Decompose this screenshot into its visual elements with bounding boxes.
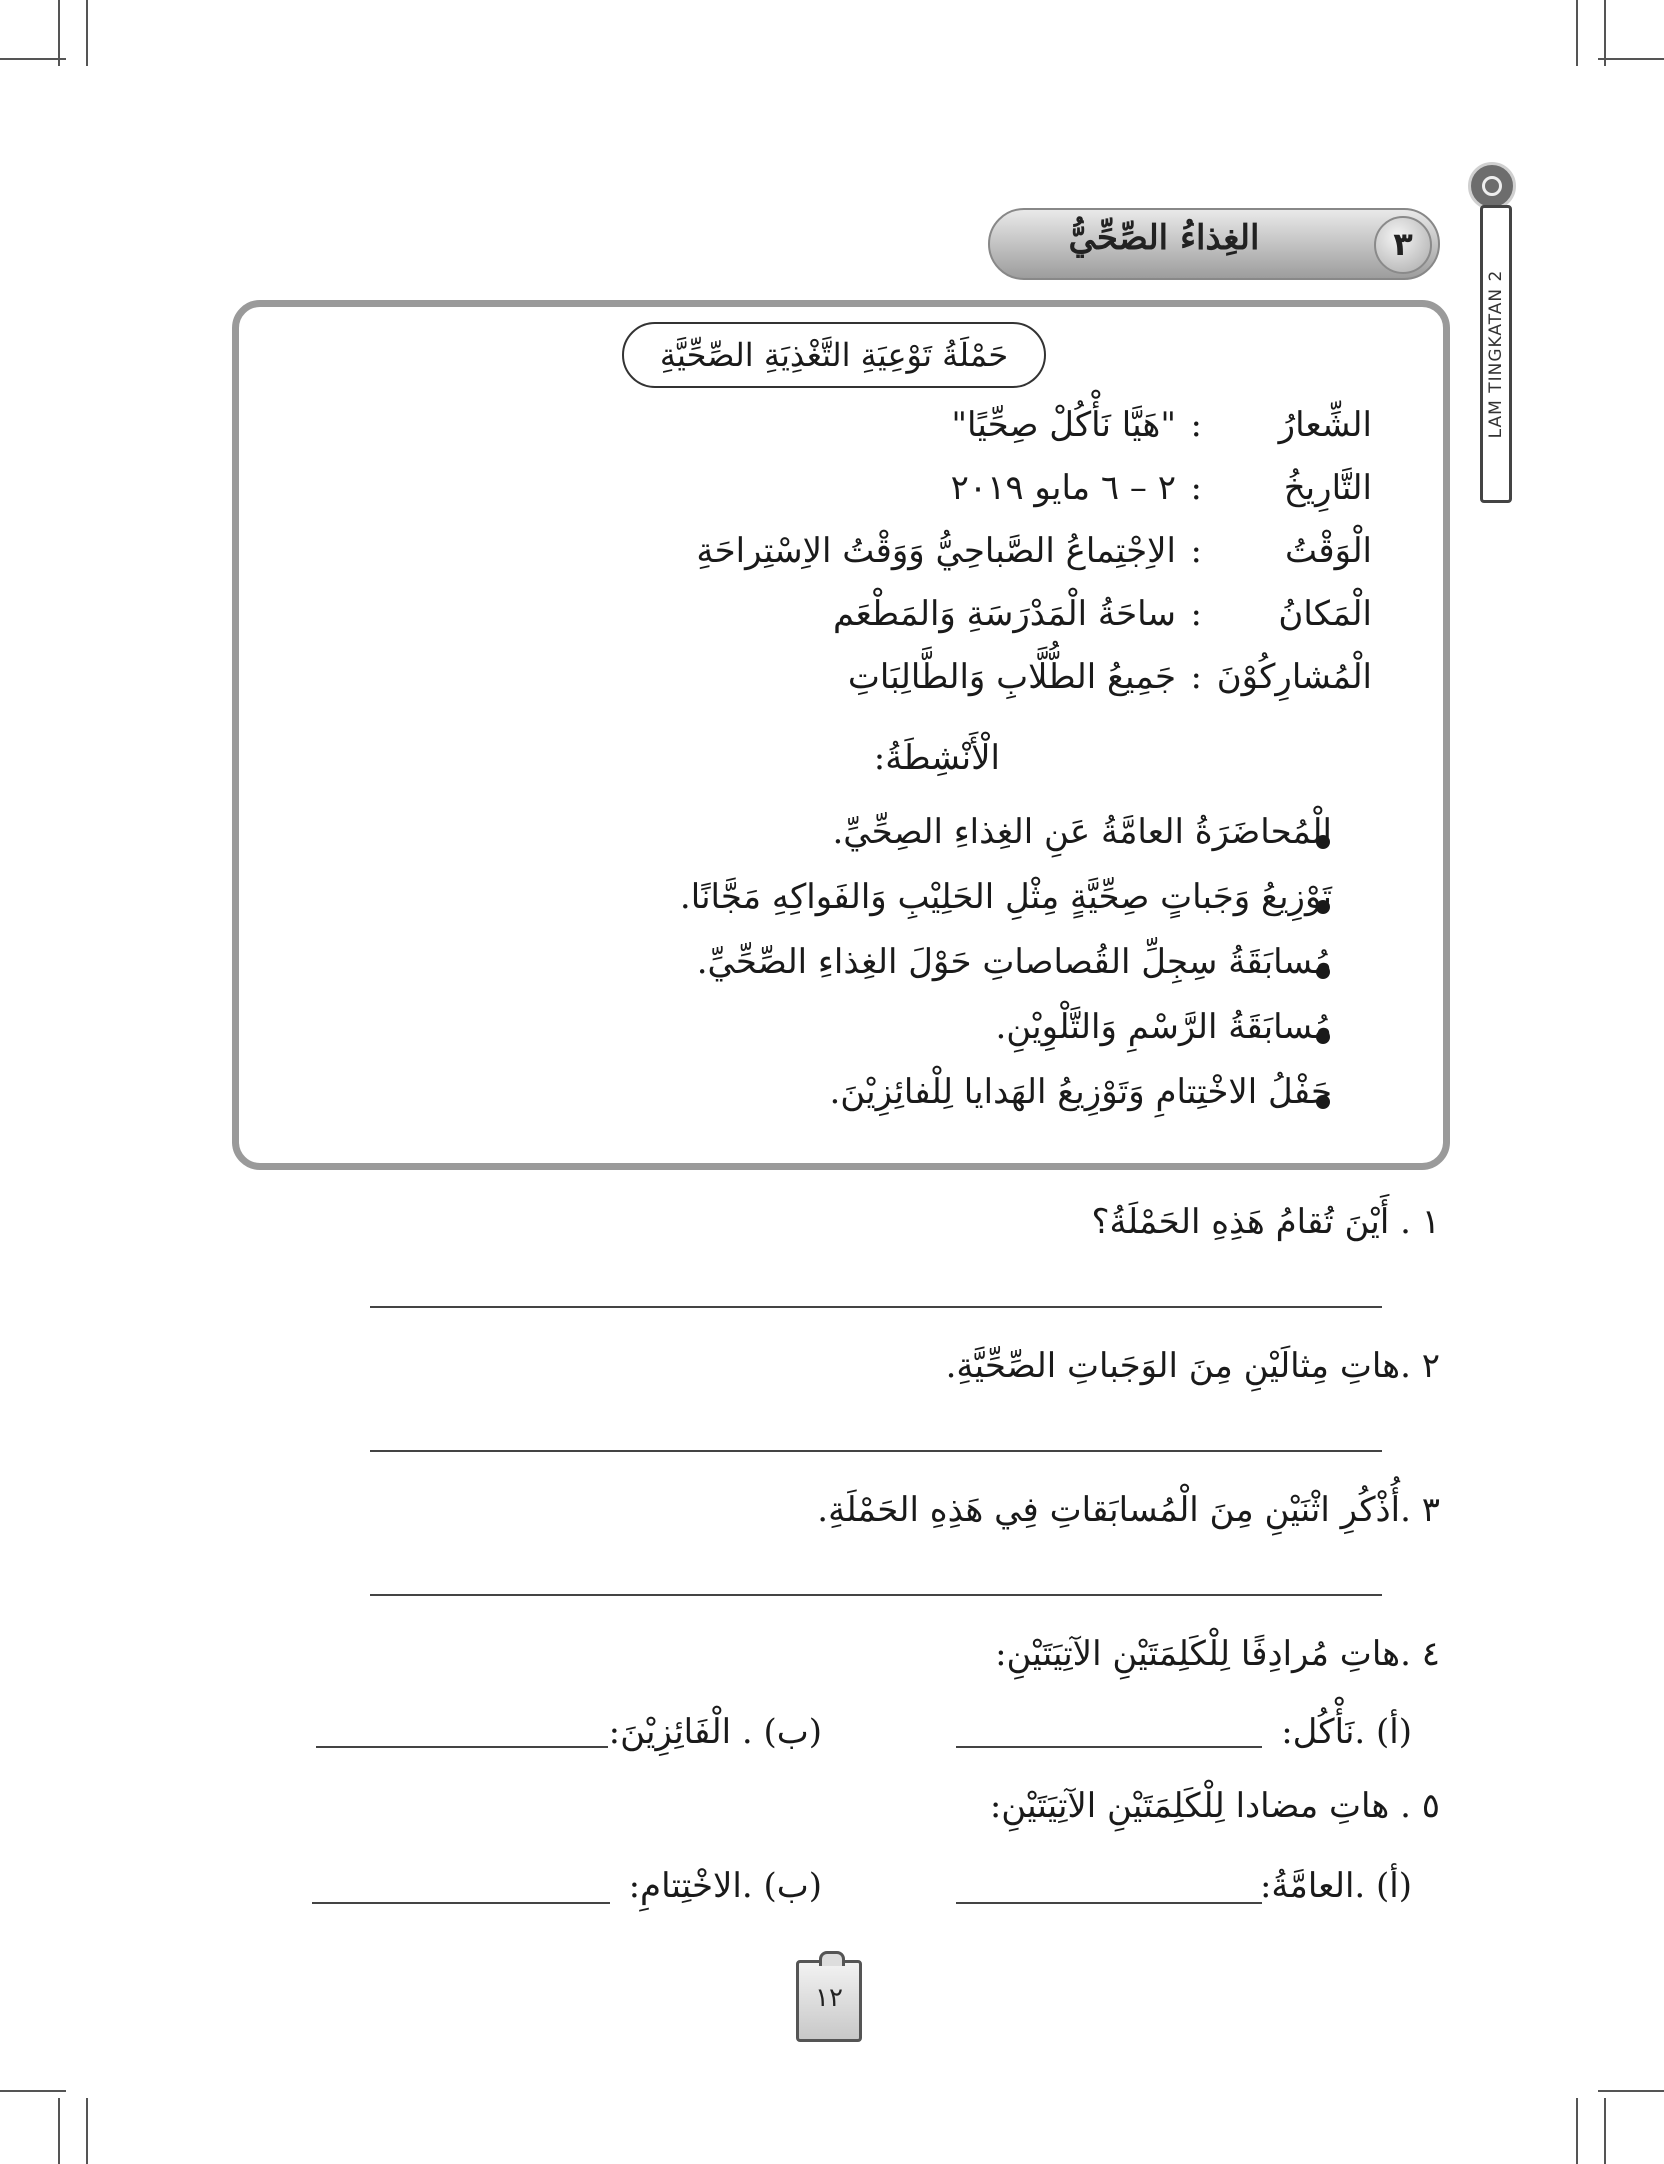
unit-heading: [988, 208, 1440, 280]
crop-mark: [1598, 58, 1664, 60]
question-1: ١ . أَيْنَ تُقامُ هَذِهِ الحَمْلَةُ؟: [1091, 1202, 1440, 1242]
question-3: ٣ .أُذْكُرِ اثْنَيْنِ مِنَ الْمُسابَقاتِ فِي هَذِهِ الحَمْلَةِ.: [817, 1490, 1440, 1530]
info-value: ساحَةُ الْمَدْرَسَةِ وَالمَطْعَم: [833, 594, 1176, 634]
campaign-title: حَمْلَةُ تَوْعِيَةِ التَّغْذِيَةِ الصِّحِّيَّةِ: [622, 322, 1046, 388]
crop-mark: [1598, 2090, 1664, 2092]
info-colon: :: [1190, 531, 1202, 571]
unit-title: الغِذاءُ الصِّحِّيُّ: [1068, 218, 1260, 258]
info-row-slogan: [600, 405, 1372, 461]
crop-mark: [0, 58, 66, 60]
info-colon: :: [1190, 405, 1202, 445]
question-5: ٥ . هاتِ مضادا لِلْكَلِمَتَيْنِ الآتِيَتَيْنِ:: [989, 1786, 1440, 1826]
info-label: التَّارِيخُ: [1283, 468, 1372, 508]
activity-item: مُسابَقَةُ الرَّسْمِ وَالتَّلْوِيْنِ.: [995, 1007, 1332, 1047]
side-tab-text: LAM TINGKATAN 2: [1486, 269, 1506, 439]
info-colon: :: [1190, 657, 1202, 697]
activity-item: حَفْلُ الاخْتِتامِ وَتَوْزِيعُ الهَدايا لِلْفائِزِيْنَ.: [829, 1072, 1332, 1112]
side-tab: [1480, 205, 1512, 503]
activity-item: الْمُحاضَرَةُ العامَّةُ عَنِ الغِذاءِ الصِحِّيِّ.: [832, 812, 1332, 852]
answer-line-5a[interactable]: [956, 1902, 1262, 1904]
info-row-date: [600, 468, 1372, 524]
info-colon: :: [1190, 468, 1202, 508]
info-label: الْمُشارِكُوْنَ: [1216, 657, 1372, 697]
question-5-part-b: (ب) .الاخْتِتامِ:: [628, 1866, 822, 1906]
question-4-part-a: (أ) .نَأْكُل:: [1281, 1712, 1412, 1752]
crop-mark: [1604, 0, 1606, 66]
info-value: الاِجْتِماعُ الصَّباحِيُّ وَوَقْتُ الاِسْتِراحَةِ: [696, 531, 1176, 571]
info-label: الْمَكانُ: [1278, 594, 1372, 634]
question-2: ٢ .هاتِ مِثالَيْنِ مِنَ الوَجَباتِ الصِّحِّيَّةِ.: [945, 1346, 1440, 1386]
question-5-part-a: (أ) .العامَّةُ:: [1259, 1866, 1412, 1906]
clipboard-icon: [796, 1960, 862, 2042]
crop-mark: [58, 0, 60, 66]
crop-mark: [0, 2090, 66, 2092]
crop-mark: [86, 2098, 88, 2164]
activity-item: تَوْزِيعُ وَجَباتٍ صِحِّيَّةٍ مِثْلِ الحَلِيْبِ وَالفَواكِهِ مَجَّانًا.: [679, 877, 1332, 917]
unit-number: ٣: [1374, 216, 1432, 274]
crop-mark: [1576, 2098, 1578, 2164]
crop-mark: [86, 0, 88, 66]
page-number: ١٢: [815, 1983, 843, 2013]
info-label: الْوَقْتُ: [1284, 531, 1372, 571]
info-row-place: [600, 594, 1372, 650]
activity-item: مُسابَقَةُ سِجِلِّ القُصاصاتِ حَوْلَ الغِذاءِ الصِّحِّيِّ.: [696, 942, 1332, 982]
question-4: ٤ .هاتِ مُرادِفًا لِلْكَلِمَتَيْنِ الآتِيَتَيْنِ:: [995, 1634, 1440, 1674]
question-4-part-b: (ب) . الْفَائِزِيْنَ:: [608, 1712, 822, 1752]
answer-line-2[interactable]: [370, 1450, 1382, 1452]
info-value: "هَيَّا نَأْكُلْ صِحِّيًا": [951, 405, 1176, 445]
answer-line-1[interactable]: [370, 1306, 1382, 1308]
info-row-participants: [600, 657, 1372, 713]
answer-line-4b[interactable]: [316, 1746, 608, 1748]
activities-heading: الْأَنْشِطَةُ:: [873, 738, 1000, 778]
answer-line-5b[interactable]: [312, 1902, 610, 1904]
magnifier-icon: [1468, 162, 1516, 210]
answer-line-4a[interactable]: [956, 1746, 1262, 1748]
info-row-time: [600, 531, 1372, 587]
info-label: الشِّعارُ: [1278, 405, 1372, 445]
answer-line-3[interactable]: [370, 1594, 1382, 1596]
crop-mark: [1604, 2098, 1606, 2164]
crop-mark: [1576, 0, 1578, 66]
crop-mark: [58, 2098, 60, 2164]
info-value: جَمِيعُ الطُّلَّابِ وَالطَّالِبَاتِ: [847, 657, 1176, 697]
info-colon: :: [1190, 594, 1202, 634]
info-value: ٢ – ٦ مايو ٢٠١٩: [950, 468, 1176, 508]
